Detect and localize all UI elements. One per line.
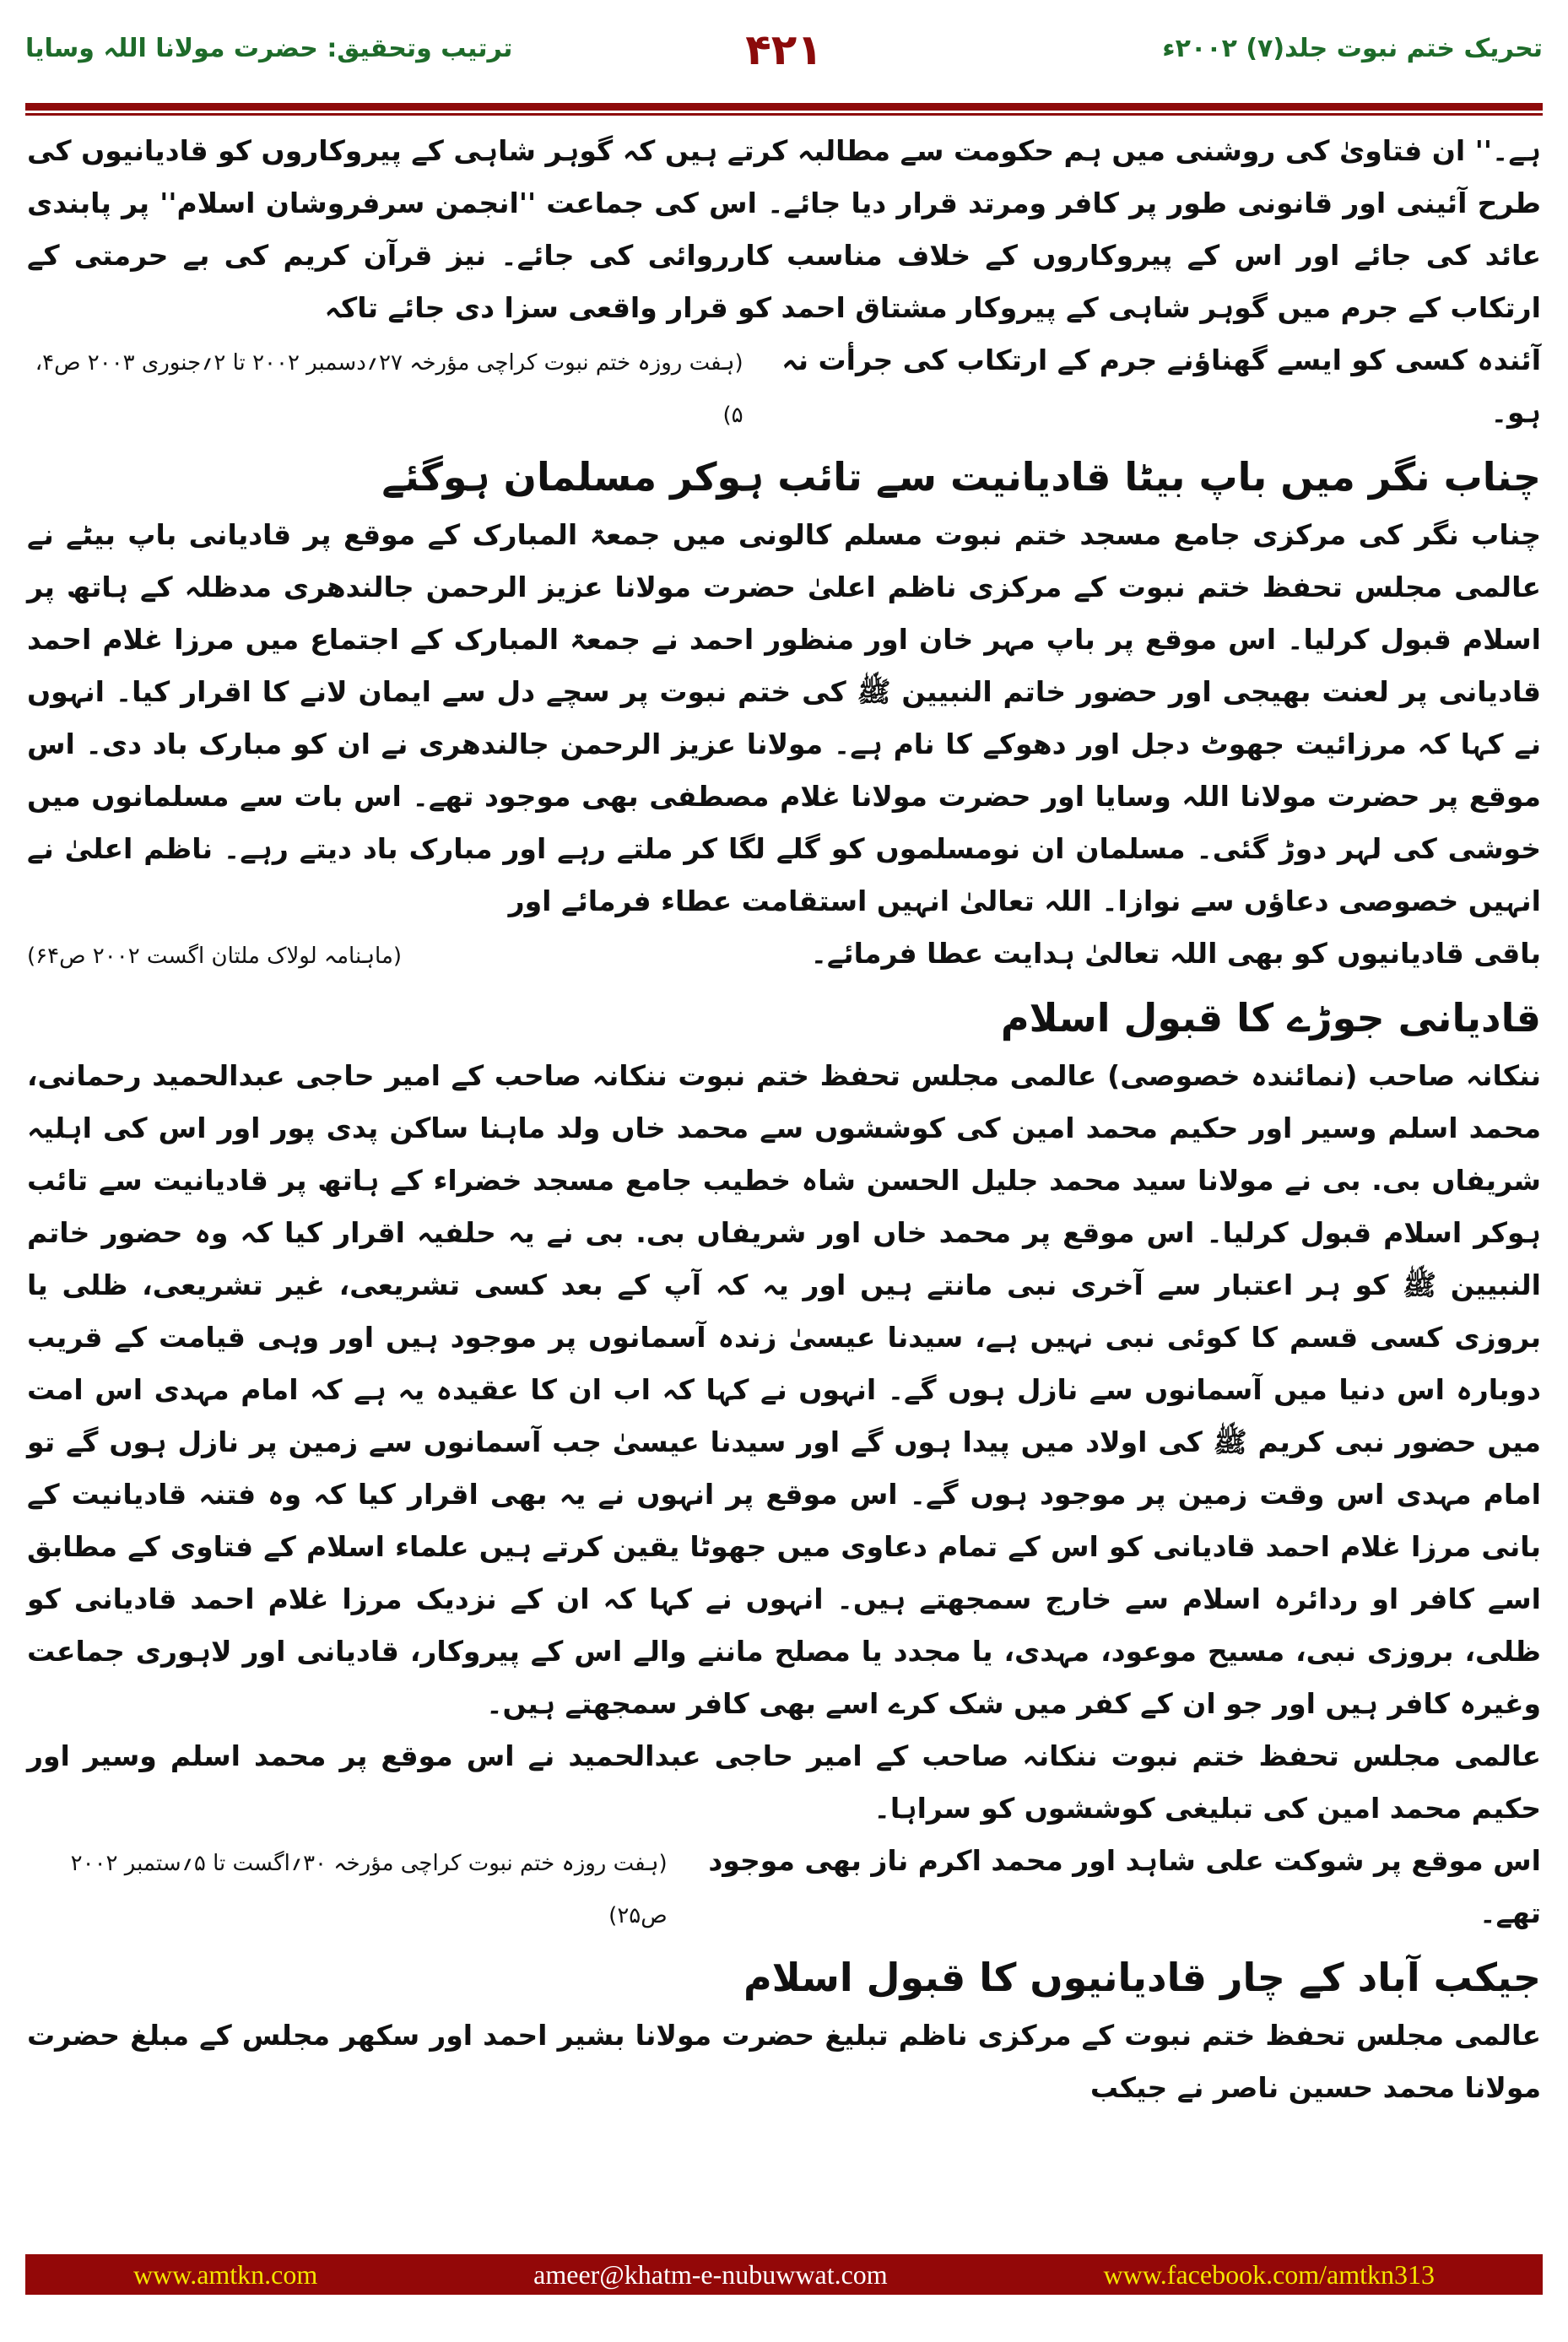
facebook-link[interactable]: www.facebook.com/amtkn313: [1103, 2258, 1436, 2290]
website-link[interactable]: www.amtkn.com: [132, 2258, 318, 2290]
citation: (ہفت روزہ ختم نبوت کراچی مؤرخہ ۳۰؍اگست تا ۵؍ستمبر ۲۰۰۲ ص۲۵): [70, 1851, 668, 1928]
paragraph-last-line: [27, 928, 1541, 982]
paragraph: ننکانہ صاحب (نمائندہ خصوصی) عالمی مجلس تحفظ ختم نبوت ننکانہ صاحب کے امیر حاجی عبدالحمید رحمانی، محمد اسلم وسیر اور حکیم محمد امین کی کوششوں سے محمد خاں ولد ماہنا ساکن پدی پور اور اس کی اہلیہ شریفاں بی. بی نے مولانا سید محمد جلیل الحسن شاہ خطیب جامع مسجد خضراء کے ہاتھ پر قادیانیت سے تائب ہوکر اسلام قبول کرلیا۔ اس موقع پر محمد خاں اور شریفاں بی. بی نے یہ حلفیہ اقرار کیا کہ وہ حضور خاتم النبیین ﷺ کو ہر اعتبار سے آخری نبی مانتے ہیں اور یہ کہ آپ کے بعد کسی تشریعی، غیر تشریعی، ظلی یا بروزی کسی قسم کا کوئی نبی نہیں ہے، سیدنا عیسیٰ زندہ آسمانوں پر موجود ہیں اور وہی قیامت کے قریب دوبارہ اس دنیا میں آسمانوں سے نازل ہوں گے۔ انہوں نے کہا کہ اب ان کا عقیدہ یہ ہے کہ امام مہدی اس امت میں حضور نبی کریم ﷺ کی اولاد میں پیدا ہوں گے اور سیدنا عیسیٰ جب آسمانوں سے زمین پر نازل ہوں گے تو امام مہدی اس وقت زمین پر موجود ہوں گے۔ اس موقع پر انہوں نے یہ بھی اقرار کیا کہ وہ فتنہ قادیانیت کے بانی مرزا غلام احمد قادیانی کو اس کے تمام دعاوی میں جھوٹا یقین کرتے ہیں علماء اسلام کے فتاوی کے مطابق اسے کافر او ردائرہ اسلام سے خارج سمجھتے ہیں۔ انہوں نے کہا کہ ان کے نزدیک مرزا غلام احمد قادیانی کو ظلی، بروزی نبی، مسیح موعود، مہدی، یا مجدد یا مصلح ماننے والے اس کے پیروکار، قادیانی اور لاہوری جماعت وغیرہ کافر ہیں اور جو ان کے کفر میں شک کرے اسے بھی کافر سمجھتے ہیں۔: [27, 1059, 1541, 1720]
page-body: [27, 125, 1541, 2114]
section-heading: قادیانی جوڑے کا قبول اسلام: [1000, 995, 1541, 1041]
section-heading: جیکب آباد کے چار قادیانیوں کا قبول اسلام: [743, 1955, 1541, 2000]
book-title: تحریک ختم نبوت جلد(۷) ۲۰۰۲ء: [1162, 34, 1543, 63]
paragraph-last-line: [27, 1835, 1541, 1942]
page-header: [25, 25, 1543, 84]
paragraph-end: باقی قادیانیوں کو بھی اللہ تعالیٰ ہدایت عطا فرمائے۔: [810, 937, 1541, 970]
page-number: ۴۲۱: [745, 25, 823, 74]
compiler-credit: ترتیب وتحقیق: حضرت مولانا اللہ وسایا: [25, 34, 513, 63]
citation: (ہفت روزہ ختم نبوت کراچی مؤرخہ ۲۷؍دسمبر ۲۰۰۲ تا ۲؍جنوری ۲۰۰۳ ص۴، ۵): [35, 350, 743, 428]
section-heading: چناب نگر میں باپ بیٹا قادیانیت سے تائب ہوکر مسلمان ہوگئے: [381, 454, 1541, 500]
paragraph-last-line: [27, 334, 1541, 441]
paragraph: عالمی مجلس تحفظ ختم نبوت کے مرکزی ناظم تبلیغ حضرت مولانا بشیر احمد اور سکھر مجلس کے مبلغ حضرت مولانا محمد حسین ناصر نے جیکب: [27, 2019, 1541, 2104]
email-link[interactable]: ameer@khatm-e-nubuwwat.com: [533, 2258, 888, 2290]
citation: (ماہنامہ لولاک ملتان اگست ۲۰۰۲ ص۶۴): [27, 944, 403, 969]
paragraph: ہے۔'' ان فتاویٰ کی روشنی میں ہم حکومت سے مطالبہ کرتے ہیں کہ گوہر شاہی کے پیروکاروں کو قادیانیوں کی طرح آئینی اور قانونی طور پر کافر ومرتد قرار دیا جائے۔ اس کی جماعت ''انجمن سرفروشان اسلام'' پر پابندی عائد کی جائے اور اس کے پیروکاروں کے خلاف مناسب کارروائی کی جائے۔ نیز قرآن کریم کی بے حرمتی کے ارتکاب کے جرم میں گوہر شاہی کے پیروکار مشتاق احمد کو قرار واقعی سزا دی جائے تاکہ: [27, 134, 1541, 324]
paragraph-end: آئندہ کسی کو ایسے گھناؤنے جرم کے ارتکاب کی جرأت نہ ہو۔: [781, 343, 1541, 429]
paragraph-end: اس موقع پر شوکت علی شاہد اور محمد اکرم ناز بھی موجود تھے۔: [708, 1844, 1541, 1929]
header-rule-thin: [25, 113, 1543, 116]
header-rule-thick: [25, 103, 1543, 111]
paragraph: چناب نگر کی مرکزی جامع مسجد ختم نبوت مسلم کالونی میں جمعۃ المبارک کے موقع پر قادیانی باپ بیٹے نے عالمی مجلس تحفظ ختم نبوت کے مرکزی ناظم اعلیٰ حضرت مولانا عزیز الرحمن جالندھری مدظلہ کے ہاتھ پر اسلام قبول کرلیا۔ اس موقع پر باپ مہر خان اور منظور احمد نے جمعۃ المبارک کے اجتماع میں مرزا غلام احمد قادیانی پر لعنت بھیجی اور حضور خاتم النبیین ﷺ کی ختم نبوت پر سچے دل سے ایمان لانے کا اقرار کیا۔ انہوں نے کہا کہ مرزائیت جھوٹ دجل اور دھوکے کا نام ہے۔ مولانا عزیز الرحمن جالندھری نے ان کو مبارک باد دی۔ اس موقع پر حضرت مولانا اللہ وسایا اور حضرت مولانا غلام مصطفی بھی موجود تھے۔ اس بات سے مسلمانوں میں خوشی کی لہر دوڑ گئی۔ مسلمان ان نومسلموں کو گلے لگا کر ملتے رہے اور مبارک باد دیتے رہے۔ ناظم اعلیٰ نے انہیں خصوصی دعاؤں سے نوازا۔ اللہ تعالیٰ انہیں استقامت عطاء فرمائے اور: [27, 518, 1541, 917]
paragraph: عالمی مجلس تحفظ ختم نبوت ننکانہ صاحب کے امیر حاجی عبدالحمید نے اس موقع پر محمد اسلم وسیر اور حکیم محمد امین کی تبلیغی کوششوں کو سراہا۔: [27, 1739, 1541, 1825]
page-footer: [25, 2254, 1543, 2295]
